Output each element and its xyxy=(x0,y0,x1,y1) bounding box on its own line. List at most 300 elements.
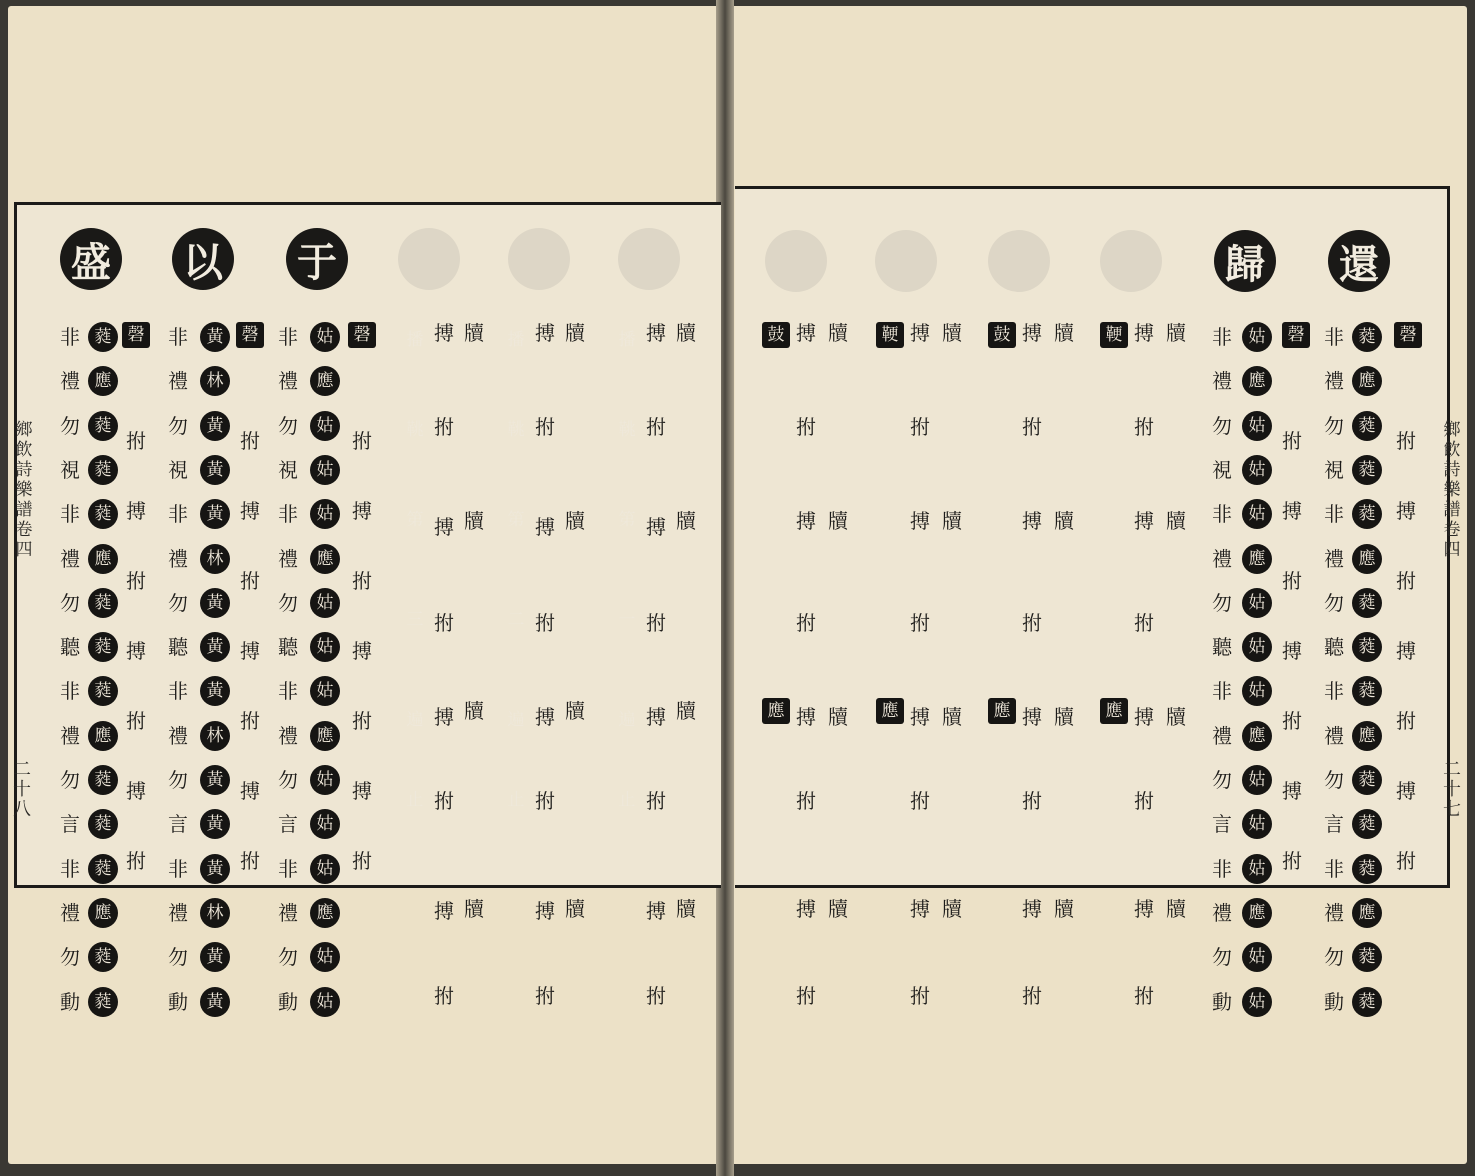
drum-label: 拊 xyxy=(646,789,666,813)
drum-label: 拊 xyxy=(910,415,930,439)
bar-char: 遍 xyxy=(618,710,636,730)
drum-tag: 鼓 xyxy=(988,322,1016,348)
drum-label: 搏 xyxy=(1134,321,1154,345)
drum-label: 牘 xyxy=(676,897,696,921)
drum-label: 牘 xyxy=(565,321,585,345)
drum-label: 拊 xyxy=(535,611,555,635)
lyric-char: 勿 xyxy=(1324,945,1344,970)
note-char: 黃 xyxy=(200,676,230,706)
bar-char: 鞉 xyxy=(618,420,636,440)
drum-tag: 鞕 xyxy=(876,322,904,348)
drum-label: 牘 xyxy=(676,509,696,533)
note-char: 應 xyxy=(310,544,340,574)
drum-label: 牘 xyxy=(565,699,585,723)
drum-label: 搏 xyxy=(1134,509,1154,533)
note-char: 蕤 xyxy=(1352,322,1382,352)
drum-label: 搏 xyxy=(646,321,666,345)
lyric-char: 禮 xyxy=(60,369,80,394)
bar-char: 遍 xyxy=(507,710,525,730)
strike-label: 搏 xyxy=(240,639,260,663)
strike-label: 拊 xyxy=(1396,569,1416,593)
drum-label: 拊 xyxy=(910,789,930,813)
lyric-char: 禮 xyxy=(1212,900,1232,925)
lyric-char: 禮 xyxy=(168,546,188,571)
lyric-char: 非 xyxy=(1324,856,1344,881)
drum-label: 牘 xyxy=(942,509,962,533)
strike-label: 搏 xyxy=(126,639,146,663)
note-char: 蕤 xyxy=(1352,765,1382,795)
note-char: 黃 xyxy=(200,987,230,1017)
strike-label: 搏 xyxy=(1282,779,1302,803)
note-char: 蕤 xyxy=(88,499,118,529)
drum-label: 搏 xyxy=(434,705,454,729)
lyric-char: 勿 xyxy=(60,945,80,970)
note-char: 姑 xyxy=(1242,987,1272,1017)
drum-label: 拊 xyxy=(1134,415,1154,439)
header-char-0: 盛 xyxy=(60,228,122,290)
faded-circle-0 xyxy=(398,228,460,290)
right-tag-1: 磬 xyxy=(1394,322,1422,348)
lyric-char: 禮 xyxy=(278,900,298,925)
note-char: 林 xyxy=(200,366,230,396)
strike-label: 拊 xyxy=(1282,429,1302,453)
lyric-char: 勿 xyxy=(1324,413,1344,438)
note-char: 黃 xyxy=(200,854,230,884)
drum-label: 拊 xyxy=(535,789,555,813)
drum-label: 拊 xyxy=(434,611,454,635)
note-char: 姑 xyxy=(310,588,340,618)
drum-label: 牘 xyxy=(1054,897,1074,921)
lyric-char: 非 xyxy=(168,325,188,349)
note-char: 林 xyxy=(200,544,230,574)
note-char: 姑 xyxy=(310,809,340,839)
lyric-char: 非 xyxy=(1212,325,1232,349)
lyric-char: 禮 xyxy=(1324,900,1344,925)
note-char: 姑 xyxy=(1242,765,1272,795)
bar-char: 播 xyxy=(406,330,424,350)
strike-label: 搏 xyxy=(126,779,146,803)
lyric-char: 非 xyxy=(168,856,188,881)
lyric-char: 聽 xyxy=(1212,635,1232,660)
drum-label: 牘 xyxy=(1166,509,1186,533)
note-char: 蕤 xyxy=(1352,987,1382,1017)
note-char: 蕤 xyxy=(1352,632,1382,662)
drum-label: 拊 xyxy=(1134,611,1154,635)
drum-bottom-tag: 應 xyxy=(988,698,1016,724)
note-char: 姑 xyxy=(310,632,340,662)
note-char: 蕤 xyxy=(1352,809,1382,839)
strike-label: 搏 xyxy=(1282,639,1302,663)
note-char: 蕤 xyxy=(1352,588,1382,618)
left-tag-1: 磬 xyxy=(236,322,264,348)
note-char: 黃 xyxy=(200,765,230,795)
note-char: 姑 xyxy=(310,854,340,884)
note-char: 蕤 xyxy=(1352,411,1382,441)
drum-label: 牘 xyxy=(828,321,848,345)
strike-label: 搏 xyxy=(240,779,260,803)
lyric-char: 禮 xyxy=(60,723,80,748)
note-char: 姑 xyxy=(1242,942,1272,972)
drum-tag: 鼓 xyxy=(762,322,790,348)
bar-char: 一 xyxy=(618,610,636,630)
drum-label: 牘 xyxy=(676,321,696,345)
note-char: 姑 xyxy=(310,455,340,485)
note-char: 姑 xyxy=(1242,322,1272,352)
drum-label: 拊 xyxy=(646,415,666,439)
drum-label: 拊 xyxy=(535,984,555,1008)
bar-char: 第 xyxy=(507,510,525,530)
header-char-2: 于 xyxy=(286,228,348,290)
strike-label: 搏 xyxy=(126,499,146,523)
drum-label: 搏 xyxy=(646,899,666,923)
note-char: 應 xyxy=(310,721,340,751)
drum-label: 搏 xyxy=(434,321,454,345)
note-char: 蕤 xyxy=(1352,942,1382,972)
drum-label: 拊 xyxy=(910,611,930,635)
bar-char: 第 xyxy=(406,510,424,530)
strike-label: 搏 xyxy=(352,639,372,663)
drum-label: 搏 xyxy=(535,899,555,923)
lyric-char: 非 xyxy=(1212,679,1232,704)
faded-circle-r2 xyxy=(988,230,1050,292)
lyric-char: 非 xyxy=(1324,325,1344,349)
strike-label: 搏 xyxy=(1396,639,1416,663)
drum-label: 搏 xyxy=(535,321,555,345)
note-char: 蕤 xyxy=(88,765,118,795)
drum-label: 牘 xyxy=(1054,321,1074,345)
drum-label: 拊 xyxy=(1134,984,1154,1008)
drum-label: 搏 xyxy=(434,899,454,923)
bar-char: 止 xyxy=(507,790,525,810)
note-char: 姑 xyxy=(310,676,340,706)
drum-label: 拊 xyxy=(1022,789,1042,813)
note-char: 黃 xyxy=(200,632,230,662)
note-char: 蕤 xyxy=(88,987,118,1017)
lyric-char: 非 xyxy=(278,325,298,349)
lyric-char: 禮 xyxy=(1212,369,1232,394)
drum-bottom-tag: 應 xyxy=(876,698,904,724)
drum-label: 牘 xyxy=(828,897,848,921)
drum-label: 搏 xyxy=(535,705,555,729)
strike-label: 拊 xyxy=(240,849,260,873)
page-number-left: 二十八 xyxy=(13,759,31,820)
header-char-r1: 還 xyxy=(1328,230,1390,292)
lyric-char: 非 xyxy=(1324,502,1344,527)
drum-label: 拊 xyxy=(646,984,666,1008)
header-char-1: 以 xyxy=(172,228,234,290)
drum-label: 牘 xyxy=(942,705,962,729)
drum-label: 牘 xyxy=(942,897,962,921)
drum-label: 拊 xyxy=(796,789,816,813)
note-char: 蕤 xyxy=(1352,854,1382,884)
lyric-char: 視 xyxy=(60,457,80,482)
note-char: 蕤 xyxy=(88,455,118,485)
note-char: 姑 xyxy=(1242,411,1272,441)
note-char: 應 xyxy=(1352,721,1382,751)
lyric-char: 勿 xyxy=(1212,768,1232,792)
note-char: 應 xyxy=(1242,721,1272,751)
drum-label: 拊 xyxy=(1022,415,1042,439)
drum-label: 牘 xyxy=(676,699,696,723)
drum-label: 牘 xyxy=(464,509,484,533)
note-char: 姑 xyxy=(1242,809,1272,839)
strike-label: 拊 xyxy=(126,429,146,453)
note-char: 蕤 xyxy=(1352,455,1382,485)
lyric-char: 禮 xyxy=(1212,723,1232,748)
note-char: 姑 xyxy=(310,987,340,1017)
lyric-char: 聽 xyxy=(1324,635,1344,660)
strike-label: 拊 xyxy=(352,569,372,593)
lyric-char: 動 xyxy=(1324,989,1344,1014)
note-char: 姑 xyxy=(310,942,340,972)
lyric-char: 勿 xyxy=(1324,768,1344,792)
bar-char: 止 xyxy=(618,790,636,810)
strike-label: 搏 xyxy=(1396,779,1416,803)
page-number-right: 二十七 xyxy=(1443,759,1461,820)
faded-circle-r0 xyxy=(765,230,827,292)
drum-label: 拊 xyxy=(1022,611,1042,635)
strike-label: 拊 xyxy=(240,429,260,453)
lyric-char: 言 xyxy=(168,812,188,837)
note-char: 林 xyxy=(200,898,230,928)
strike-label: 搏 xyxy=(352,779,372,803)
lyric-char: 勿 xyxy=(278,768,298,792)
lyric-char: 禮 xyxy=(168,723,188,748)
faded-circle-r3 xyxy=(1100,230,1162,292)
note-char: 應 xyxy=(88,721,118,751)
lyric-char: 禮 xyxy=(1324,369,1344,394)
strike-label: 拊 xyxy=(126,569,146,593)
note-char: 姑 xyxy=(310,499,340,529)
note-char: 黃 xyxy=(200,809,230,839)
lyric-char: 勿 xyxy=(278,413,298,438)
drum-label: 牘 xyxy=(565,509,585,533)
left-tag-2: 磬 xyxy=(348,322,376,348)
lyric-char: 禮 xyxy=(278,723,298,748)
drum-tag: 鞕 xyxy=(1100,322,1128,348)
lyric-char: 非 xyxy=(278,856,298,881)
note-char: 黃 xyxy=(200,322,230,352)
lyric-char: 言 xyxy=(60,812,80,837)
strike-label: 搏 xyxy=(240,499,260,523)
drum-label: 牘 xyxy=(1166,321,1186,345)
note-char: 應 xyxy=(1352,366,1382,396)
lyric-char: 聽 xyxy=(278,635,298,660)
strike-label: 拊 xyxy=(240,569,260,593)
note-char: 應 xyxy=(88,366,118,396)
note-char: 蕤 xyxy=(1352,499,1382,529)
drum-label: 搏 xyxy=(1022,897,1042,921)
note-char: 應 xyxy=(1242,366,1272,396)
strike-label: 拊 xyxy=(1282,709,1302,733)
drum-label: 搏 xyxy=(434,515,454,539)
note-char: 姑 xyxy=(1242,632,1272,662)
drum-label: 搏 xyxy=(796,509,816,533)
note-char: 黃 xyxy=(200,588,230,618)
drum-label: 搏 xyxy=(910,705,930,729)
lyric-char: 視 xyxy=(278,457,298,482)
note-char: 應 xyxy=(1242,544,1272,574)
drum-label: 牘 xyxy=(1054,705,1074,729)
drum-label: 搏 xyxy=(535,515,555,539)
faded-circle-r1 xyxy=(875,230,937,292)
drum-label: 拊 xyxy=(910,984,930,1008)
lyric-char: 勿 xyxy=(278,945,298,970)
note-char: 姑 xyxy=(310,411,340,441)
strike-label: 拊 xyxy=(1282,849,1302,873)
lyric-char: 動 xyxy=(168,989,188,1014)
drum-bottom-tag: 應 xyxy=(1100,698,1128,724)
header-char-r0: 歸 xyxy=(1214,230,1276,292)
lyric-char: 動 xyxy=(60,989,80,1014)
bar-char: 止 xyxy=(406,790,424,810)
lyric-char: 非 xyxy=(1212,502,1232,527)
drum-label: 拊 xyxy=(1022,984,1042,1008)
lyric-char: 非 xyxy=(60,856,80,881)
lyric-char: 言 xyxy=(1212,812,1232,837)
lyric-char: 禮 xyxy=(1324,546,1344,571)
lyric-char: 禮 xyxy=(168,369,188,394)
bar-char: 播 xyxy=(618,330,636,350)
lyric-char: 禮 xyxy=(278,546,298,571)
lyric-char: 勿 xyxy=(1212,413,1232,438)
lyric-char: 勿 xyxy=(1324,590,1344,615)
note-char: 黃 xyxy=(200,455,230,485)
lyric-char: 非 xyxy=(60,502,80,527)
lyric-char: 非 xyxy=(168,502,188,527)
drum-label: 搏 xyxy=(1134,897,1154,921)
lyric-char: 勿 xyxy=(60,768,80,792)
note-char: 黃 xyxy=(200,499,230,529)
strike-label: 搏 xyxy=(352,499,372,523)
drum-label: 拊 xyxy=(434,415,454,439)
note-char: 林 xyxy=(200,721,230,751)
note-char: 應 xyxy=(310,898,340,928)
bar-char: 鞉 xyxy=(507,420,525,440)
strike-label: 拊 xyxy=(1396,849,1416,873)
note-char: 應 xyxy=(1352,544,1382,574)
strike-label: 拊 xyxy=(1396,709,1416,733)
note-char: 姑 xyxy=(1242,854,1272,884)
note-char: 姑 xyxy=(1242,499,1272,529)
lyric-char: 禮 xyxy=(278,369,298,394)
note-char: 蕤 xyxy=(88,854,118,884)
note-char: 姑 xyxy=(1242,455,1272,485)
note-char: 應 xyxy=(310,366,340,396)
lyric-char: 聽 xyxy=(60,635,80,660)
strike-label: 拊 xyxy=(1282,569,1302,593)
note-char: 蕤 xyxy=(88,322,118,352)
lyric-char: 非 xyxy=(278,502,298,527)
drum-label: 拊 xyxy=(796,611,816,635)
lyric-char: 禮 xyxy=(1212,546,1232,571)
lyric-char: 禮 xyxy=(168,900,188,925)
lyric-char: 非 xyxy=(60,325,80,349)
note-char: 蕤 xyxy=(88,632,118,662)
lyric-char: 勿 xyxy=(168,413,188,438)
right-tag-0: 磬 xyxy=(1282,322,1310,348)
drum-label: 牘 xyxy=(565,897,585,921)
lyric-char: 勿 xyxy=(168,768,188,792)
note-char: 蕤 xyxy=(1352,676,1382,706)
note-char: 姑 xyxy=(1242,676,1272,706)
strike-label: 拊 xyxy=(1396,429,1416,453)
bar-char: 第 xyxy=(618,510,636,530)
note-char: 姑 xyxy=(310,322,340,352)
note-char: 應 xyxy=(88,544,118,574)
note-char: 黃 xyxy=(200,411,230,441)
lyric-char: 非 xyxy=(1324,679,1344,704)
drum-label: 搏 xyxy=(646,515,666,539)
drum-label: 牘 xyxy=(464,321,484,345)
note-char: 姑 xyxy=(1242,588,1272,618)
lyric-char: 勿 xyxy=(60,590,80,615)
strike-label: 搏 xyxy=(1396,499,1416,523)
strike-label: 拊 xyxy=(240,709,260,733)
drum-bottom-tag: 應 xyxy=(762,698,790,724)
note-char: 蕤 xyxy=(88,676,118,706)
lyric-char: 勿 xyxy=(1212,945,1232,970)
note-char: 蕤 xyxy=(88,942,118,972)
note-char: 應 xyxy=(88,898,118,928)
drum-label: 搏 xyxy=(796,897,816,921)
drum-label: 搏 xyxy=(1022,705,1042,729)
drum-label: 拊 xyxy=(646,611,666,635)
drum-label: 牘 xyxy=(1166,897,1186,921)
side-title-left: 鄉飲詩樂譜卷四 xyxy=(15,420,33,560)
drum-label: 牘 xyxy=(464,897,484,921)
drum-label: 搏 xyxy=(910,897,930,921)
note-char: 姑 xyxy=(310,765,340,795)
drum-label: 搏 xyxy=(1022,321,1042,345)
lyric-char: 勿 xyxy=(60,413,80,438)
strike-label: 拊 xyxy=(352,709,372,733)
drum-label: 搏 xyxy=(646,705,666,729)
lyric-char: 禮 xyxy=(60,546,80,571)
drum-label: 搏 xyxy=(910,321,930,345)
lyric-char: 非 xyxy=(168,679,188,704)
lyric-char: 言 xyxy=(278,812,298,837)
drum-label: 牘 xyxy=(1166,705,1186,729)
drum-label: 牘 xyxy=(828,509,848,533)
lyric-char: 言 xyxy=(1324,812,1344,837)
lyric-char: 聽 xyxy=(168,635,188,660)
note-char: 黃 xyxy=(200,942,230,972)
bar-char: 二 xyxy=(507,610,525,630)
lyric-char: 非 xyxy=(1212,856,1232,881)
strike-label: 拊 xyxy=(352,429,372,453)
note-char: 蕤 xyxy=(88,411,118,441)
drum-label: 牘 xyxy=(942,321,962,345)
strike-label: 拊 xyxy=(126,849,146,873)
drum-label: 搏 xyxy=(1134,705,1154,729)
drum-label: 牘 xyxy=(464,699,484,723)
lyric-char: 動 xyxy=(278,989,298,1014)
strike-label: 搏 xyxy=(1282,499,1302,523)
lyric-char: 非 xyxy=(60,679,80,704)
drum-label: 拊 xyxy=(796,415,816,439)
faded-circle-2 xyxy=(618,228,680,290)
strike-label: 拊 xyxy=(352,849,372,873)
drum-label: 拊 xyxy=(535,415,555,439)
drum-label: 拊 xyxy=(434,984,454,1008)
drum-label: 牘 xyxy=(1054,509,1074,533)
strike-label: 拊 xyxy=(126,709,146,733)
note-char: 應 xyxy=(1352,898,1382,928)
lyric-char: 勿 xyxy=(1212,590,1232,615)
drum-label: 拊 xyxy=(1134,789,1154,813)
bar-char: 三 xyxy=(406,610,424,630)
